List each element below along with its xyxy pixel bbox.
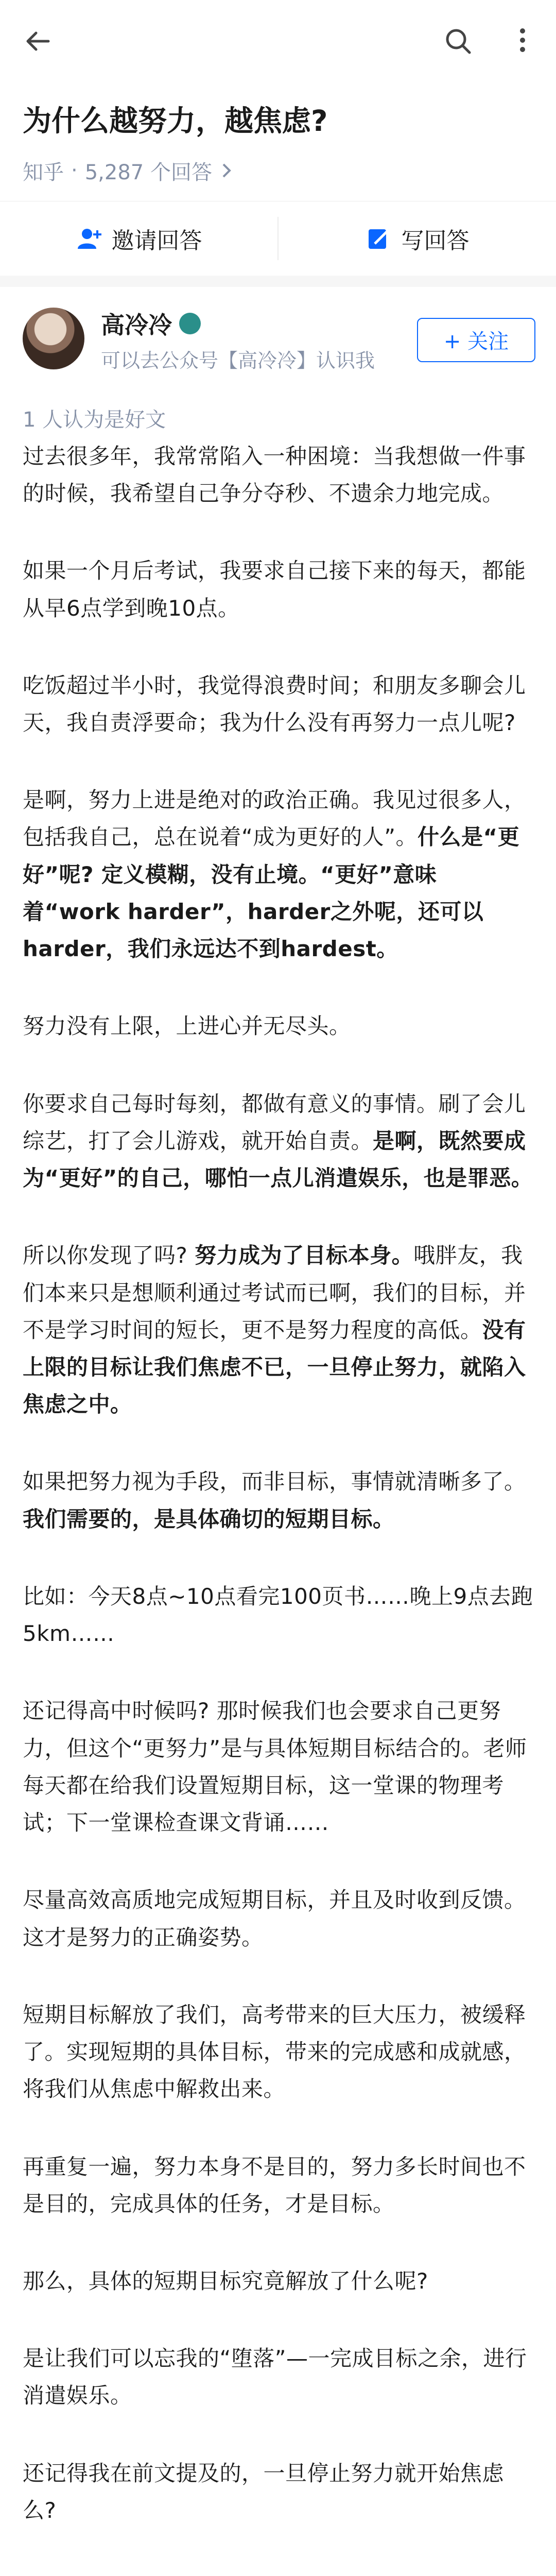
answer-paragraph: [23, 1237, 533, 1423]
bold-text: 什么是“更好”呢? 定义模糊，没有止境。“更好”意味着“work harder”，harder之外呢，还可以harder，我们永远达不到hardest。: [23, 824, 520, 962]
bold-text: 是啊，既然要成为“更好”的自己，哪怕一点儿消遣娱乐，也是罪恶。: [23, 1128, 533, 1191]
paragraph-text: 尽量高效高质地完成短期目标，并且及时收到反馈。这才是努力的正确姿势。: [23, 1887, 526, 1950]
paragraph-text: 努力没有上限，上进心并无尽头。: [23, 1013, 351, 1039]
paragraph-text: 再重复一遍，努力本身不是目的，努力多长时间也不是目的，完成具体的任务，才是目标。: [23, 2154, 526, 2216]
answer-count[interactable]: 5,287 个回答: [84, 160, 212, 184]
author-avatar[interactable]: [23, 308, 84, 369]
paragraph-text: 还记得我在前文提及的，一旦停止努力就开始焦虑么?: [23, 2460, 505, 2523]
answer-content: [23, 438, 533, 2576]
answer-paragraph: [23, 1463, 533, 1537]
answer-paragraph: [23, 2263, 533, 2300]
paragraph-text: 那么，具体的短期目标究竟解放了什么呢?: [23, 2268, 428, 2294]
answer-paragraph: [23, 667, 533, 741]
answer-paragraph: [23, 1692, 533, 1841]
question-title[interactable]: 为什么越努力，越焦虑?: [23, 105, 328, 138]
search-icon[interactable]: [443, 26, 474, 57]
answer-paragraph: [23, 2455, 533, 2529]
author-name-row[interactable]: [101, 307, 201, 341]
paragraph-text: 吃饭超过半小时，我觉得浪费时间；和朋友多聊会儿天，我自责浮要命；我为什么没有再努力一点儿呢?: [23, 672, 526, 735]
paragraph-text: 是啊，努力上进是绝对的政治正确。我见过很多人，包括我自己，总在说着“成为更好的人”。: [23, 787, 526, 850]
bold-text: 没有上限的目标让我们焦虑不已，一旦停止努力，就陷入焦虑之中。: [23, 1317, 526, 1417]
write-label: 写回答: [401, 227, 470, 254]
paragraph-text: 你要求自己每时每刻，都做有意义的事情。刷了会儿综艺，打了会儿游戏，就开始自责。: [23, 1091, 526, 1154]
bold-text: 我们需要的，是具体确切的短期目标。: [23, 1506, 395, 1532]
answer-paragraph: [23, 552, 533, 626]
bold-text: 努力成为了目标本身。: [195, 1243, 414, 1268]
back-arrow-icon[interactable]: [23, 26, 54, 57]
liked-count: 1 人认为是好文: [23, 408, 166, 432]
author-name[interactable]: 高冷冷: [101, 311, 172, 339]
author-header: [0, 287, 556, 390]
answer-paragraph: [23, 782, 533, 968]
paragraph-text: 过去很多年，我常常陷入一种困境：当我想做一件事的时候，我希望自己争分夺秒、不遗余力地完成。: [23, 443, 526, 506]
paragraph-text: 如果一个月后考试，我要求自己接下来的每天，都能从早6点学到晚10点。: [23, 558, 526, 621]
paragraph-text: 短期目标解放了我们，高考带来的巨大压力，被缓释了。实现短期的具体目标，带来的完成感和成就感，将我们从焦虑中解救出来。: [23, 2002, 526, 2102]
answer-paragraph: [23, 1008, 533, 1045]
paragraph-text: 比如：今天8点~10点看完100页书……晚上9点去跑5km……: [23, 1583, 533, 1647]
paragraph-text: 所以你发现了吗?: [23, 1243, 195, 1268]
meta-separator: ·: [71, 159, 78, 183]
paragraph-text: 如果把努力视为手段，而非目标，事情就清晰多了。: [23, 1469, 526, 1495]
answer-paragraph: [23, 1996, 533, 2108]
paragraph-text: 是让我们可以忘我的“堕落”—一完成目标之余，进行消遣娱乐。: [23, 2346, 527, 2409]
invite-label: 邀请回答: [111, 227, 202, 254]
answer-paragraph: [23, 1882, 533, 1956]
answer-actions-bar: [0, 201, 556, 287]
invite-answer-button[interactable]: [0, 201, 277, 276]
more-options-icon[interactable]: [507, 25, 538, 56]
author-bio: 可以去公众号【高冷冷】认识我: [101, 349, 375, 372]
invite-user-icon: [76, 225, 102, 252]
answer-paragraph: [23, 438, 533, 512]
answer-paragraph: [23, 2148, 533, 2223]
verified-badge-icon: [179, 313, 201, 334]
source-label[interactable]: 知乎: [23, 160, 64, 184]
chevron-right-icon: [219, 161, 234, 180]
answer-paragraph: [23, 1578, 533, 1652]
write-answer-button[interactable]: [279, 201, 556, 276]
answer-paragraph: [23, 2569, 533, 2576]
paragraph-text: 还记得高中时候吗? 那时候我们也会要求自己更努力，但这个“更努力”是与具体短期目标结合的。老师每天都在给我们设置短期目标，这一堂课的物理考试；下一堂课检查课文背诵……: [23, 1698, 527, 1836]
answer-paragraph: [23, 1086, 533, 1197]
top-bar: [0, 0, 556, 82]
follow-button[interactable]: + 关注: [417, 318, 535, 362]
answer-paragraph: [23, 2340, 533, 2414]
pencil-icon: [366, 225, 392, 252]
paragraph-text: 哦胖友，我们本来只是想顺利通过考试而已啊，我们的目标，并不是学习时间的短长，更不是努力程度的高低。: [23, 1243, 526, 1343]
question-meta: [23, 156, 533, 185]
